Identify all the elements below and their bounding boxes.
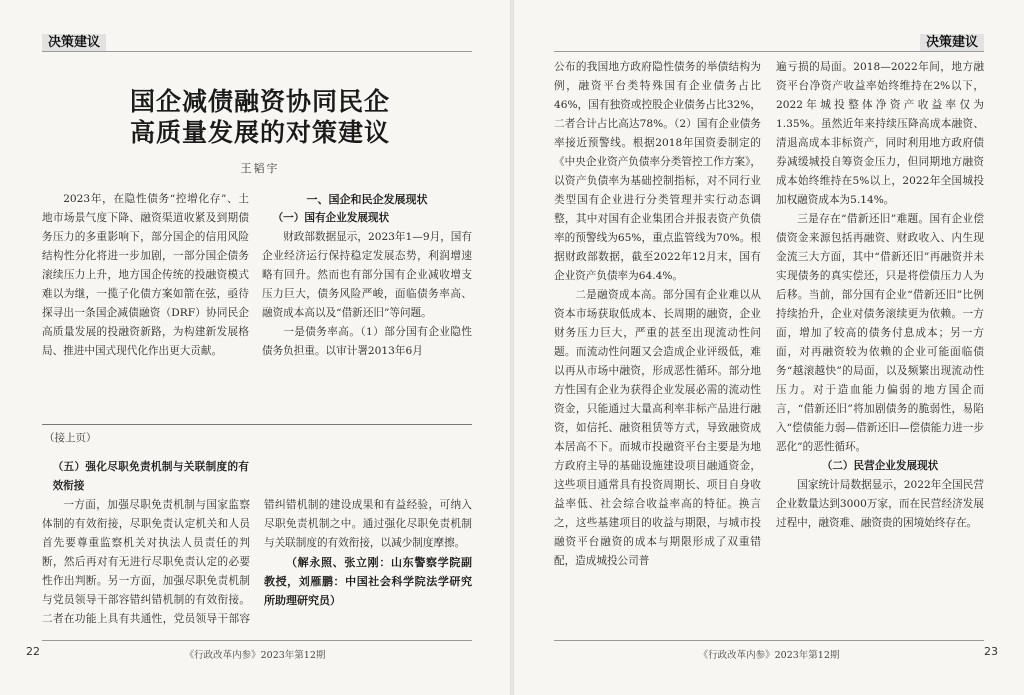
left-page: [0, 0, 510, 695]
article-title: [110, 86, 410, 148]
paragraph: 三是存在“借新还旧”难题。国有企业偿债资金来源包括再融资、财政收入、内生现金流三大方面，其中“借新还旧”再融资并未实现债务的真实偿还，只是将偿债压力人为后移。当前，部分国有企业“借新还旧”比例持续抬升，企业对债务滚续更为依赖。一方面，增加了较高的债务付息成本；另一方面，对再融资较为依赖的企业可能面临债务“越滚越快”的局面，以及频繁出现流动性压力。对于造血能力偏弱的地方国企而言，“借新还旧”将加剧债务的脆弱性，易陷入“偿债能力弱—借新还旧—偿债能力进一步恶化”的恶性循环。: [776, 213, 984, 453]
intro-column: [262, 190, 472, 361]
paragraph: 一是债务率高。（1）部分国有企业隐性债务负担重。以审计署2013年6月: [262, 326, 472, 357]
paragraph: 一方面，加强尽职免责机制与国家监察体制的有效衔接，尽职免责认定机关和人员首先要尊重监察机关对执法人员责任的判断，然后再对有无进行尽职免责认定的必要性作出判断。另一方面，加强尽职免责机制与党员领导干部容错纠错机制的有效衔接。二者在功能上具有共通性，党员领导干部容错纠错机制的建设成果和有益经验，可纳入尽职免责机制之中。通过强化尽职免责机制与关联制度的有效衔接，以减少制度摩擦。: [42, 499, 472, 625]
journal-name: 《行政改革内参》2023年第12期: [698, 650, 840, 661]
section-rule: [554, 51, 984, 52]
right-column-2: [776, 58, 984, 533]
abstract-paragraph: 2023年，在隐性债务“控增化存”、土地市场景气度下降、融资渠道收紧及到期债务压力的多重影响下，部分国企的信用风险结构性分化将进一步加剧，一部分国企债务滚续压力上升，地方国企传统的投融资模式难以为继，一揽子化债方案如箭在弦，亟待探寻出一条国企减债融资（DRF）协同民企高质量发展的投融资新路，为构建新发展格局、推进中国式现代化作出更大贡献。: [42, 193, 249, 357]
page-number: 22: [26, 645, 40, 658]
continued-column-1: [42, 458, 249, 496]
paragraph: 公布的我国地方政府隐性债务的举债结构为例，融资平台类特殊国有企业债务占比46%，国有独资或控股企业债务占比32%，二者合计占比高达78%。（2）国有企业债务率接近预警线。根据2018年国资委制定的《中央企业资产负债率分类管控工作方案》，以资产负债率为基础控制指标，对不同行业类型国有企业进行分类管理并实行动态调整，其中对国有企业集团合并报表资产负债率的预警线为65%，重点监管线为70%。根据财政部数据，截至2022年12月末，国有企业资产负债率为64.4%。: [554, 61, 761, 282]
section-heading: 一、国企和民企发展现状: [306, 193, 428, 206]
continued-divider: [42, 424, 472, 425]
title-line-1: 国企减债融资协同民企: [129, 87, 390, 116]
section-tag: 决策建议: [920, 34, 984, 52]
right-page: [514, 0, 1024, 695]
section-rule: [42, 51, 472, 52]
subsection-heading: （二）民营企业发展现状: [821, 460, 939, 472]
article-author: 王韬宇: [240, 162, 280, 175]
paragraph: 国家统计局数据显示，2022年全国民营企业数量达到3000万家，而在民营经济发展过程中，融资难、融资贵的困境始终存在。: [776, 479, 984, 529]
subsection-heading: （一）国有企业发展现状: [272, 212, 390, 224]
page-number: 23: [984, 645, 998, 658]
abstract-column: [42, 190, 249, 361]
right-column-1: [554, 58, 761, 571]
footer-rule: [554, 640, 984, 641]
subsection-heading: （五）强化尽职免责机制与关联制度的有效衔接: [52, 461, 249, 492]
title-line-2: 高质量发展的对策建议: [129, 118, 390, 147]
continued-label: （接上页）: [44, 432, 97, 444]
continued-body: [42, 496, 472, 639]
section-tag: 决策建议: [42, 34, 106, 52]
author-note: （解永照、张立刚：山东警察学院副教授，刘雁鹏：中国社会科学院法学研究所助理研究员）: [264, 556, 472, 607]
footer-rule: [42, 640, 472, 641]
journal-name: 《行政改革内参》2023年第12期: [184, 650, 326, 661]
paragraph: 遍亏损的局面。2018—2022年间，地方融资平台净资产收益率始终维持在2%以下，2022年城投整体净资产收益率仅为1.35%。虽然近年来持续压降高成本融资、清退高成本非标资产，同时利用地方政府债券减缓城投自筹资金压力，但同期地方融资成本始终维持在5%以上，2022年全国城投加权融资成本为5.14%。: [776, 61, 984, 206]
paragraph: 二是融资成本高。部分国有企业难以从资本市场获取低成本、长周期的融资，企业财务压力巨大，严重的甚至出现流动性问题。而流动性问题又会造成企业评级低，难以再从市场中融资，形成恶性循环。部分地方性国有企业为获得企业发展必需的流动性资金，只能通过大量高利率非标产品进行融资，如信托、融资租赁等方式，导致融资成本居高不下。而城市投融资平台主要是为地方政府主导的基础设施建设项目融通资金，这些项目通常具有投资周期长、项目自身收益率低、社会综合收益率高的特征。换言之，这些基建项目的收益与期限，与城市投融资平台融资的成本与期限形成了双重错配，造成城投公司普: [554, 289, 761, 567]
paragraph: 财政部数据显示，2023年1—9月，国有企业经济运行保持稳定发展态势，利润增速略有回升。然而也有部分国有企业减收增支压力巨大，债务风险严峻，面临债务率高、融资成本高以及“借新还旧”等问题。: [262, 231, 472, 319]
